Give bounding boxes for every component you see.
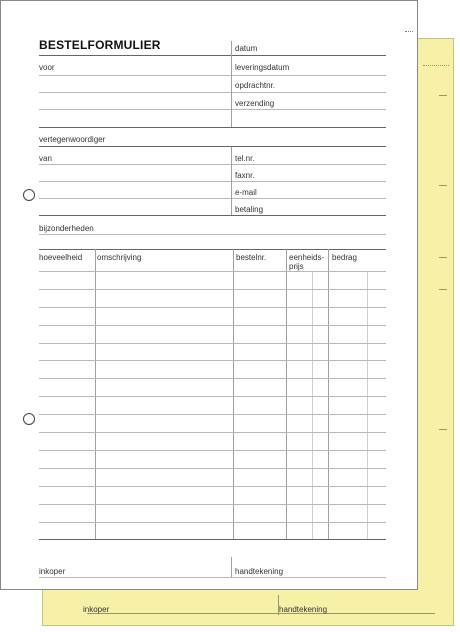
- table-top-rule: [39, 249, 386, 250]
- form-line: [39, 92, 386, 93]
- copy-margin-tick: [439, 95, 447, 96]
- table-row-line: [39, 307, 386, 308]
- field-label-vertegenwoordiger: vertegenwoordiger: [39, 135, 106, 144]
- column-header-bedrag: bedrag: [332, 253, 357, 262]
- column-header-eenheidsprijs: eenheids-: [289, 253, 325, 262]
- section-rule: [39, 146, 386, 147]
- footer-column-divider: [231, 557, 232, 577]
- table-row-line: [39, 522, 386, 523]
- copy-handtekening-label: handtekening: [279, 605, 328, 614]
- table-cents-divider: [367, 271, 368, 539]
- section-rule: [39, 127, 386, 128]
- table-row-line: [39, 396, 386, 397]
- field-label-email: e-mail: [235, 188, 257, 197]
- header-column-divider: [231, 41, 232, 127]
- copy-margin-tick: [439, 429, 447, 430]
- table-row-line: [39, 378, 386, 379]
- perforation-mark: [405, 31, 413, 32]
- punch-hole: [23, 413, 35, 425]
- field-label-faxnr: faxnr.: [235, 171, 255, 180]
- form-line: [39, 234, 386, 235]
- field-label-betaling: betaling: [235, 205, 264, 214]
- table-row-line: [39, 450, 386, 451]
- punch-hole: [23, 189, 35, 201]
- form-title: BESTELFORMULIER: [39, 38, 161, 52]
- table-row-line: [39, 432, 386, 433]
- table-row-line: [39, 325, 386, 326]
- copy-margin-tick: [439, 289, 447, 290]
- field-label-leveringsdatum: leveringsdatum: [235, 63, 290, 72]
- table-row-line: [39, 414, 386, 415]
- title-rule: [39, 55, 386, 56]
- footer-signature-line: [39, 577, 386, 578]
- field-label-inkoper: inkoper: [39, 567, 66, 576]
- table-column-divider: [95, 249, 96, 539]
- table-row-line: [39, 486, 386, 487]
- table-row-line: [39, 360, 386, 361]
- table-cents-divider: [312, 271, 313, 539]
- field-label-datum: datum: [235, 44, 258, 53]
- field-label-bijzonderheden: bijzonderheden: [39, 224, 94, 233]
- copy-footer-line: [87, 613, 435, 614]
- column-header-bestelnr: bestelnr.: [236, 253, 267, 262]
- field-label-telnr: tel.nr.: [235, 154, 255, 163]
- form-line: [39, 109, 386, 110]
- column-header-omschrijving: omschrijving: [97, 253, 142, 262]
- form-line: [39, 164, 386, 165]
- field-label-handtekening: handtekening: [235, 567, 284, 576]
- form-line: [39, 181, 386, 182]
- form-line: [39, 75, 386, 76]
- form-line: [39, 198, 386, 199]
- table-row-line: [39, 289, 386, 290]
- table-column-divider: [233, 249, 234, 539]
- table-row-line: [39, 468, 386, 469]
- table-bottom-rule: [39, 539, 386, 540]
- column-header-eenheidsprijs-line2: prijs: [289, 262, 304, 271]
- table-row-line: [39, 504, 386, 505]
- copy-margin-tick: [439, 185, 447, 186]
- table-column-divider: [328, 249, 329, 539]
- field-label-opdrachtnr: opdrachtnr.: [235, 81, 276, 90]
- table-row-line: [39, 271, 386, 272]
- field-label-van: van: [39, 154, 52, 163]
- copy-inkoper-label: inkoper: [83, 605, 110, 614]
- copy-margin-tick: [439, 257, 447, 258]
- field-label-verzending: verzending: [235, 99, 275, 108]
- table-column-divider: [286, 249, 287, 539]
- section-rule: [39, 215, 386, 216]
- contact-column-divider: [231, 147, 232, 215]
- column-header-hoeveelheid: hoeveelheid: [39, 253, 83, 262]
- field-label-voor: voor: [39, 63, 55, 72]
- copy-dotted-mark: [423, 65, 449, 66]
- table-row-line: [39, 343, 386, 344]
